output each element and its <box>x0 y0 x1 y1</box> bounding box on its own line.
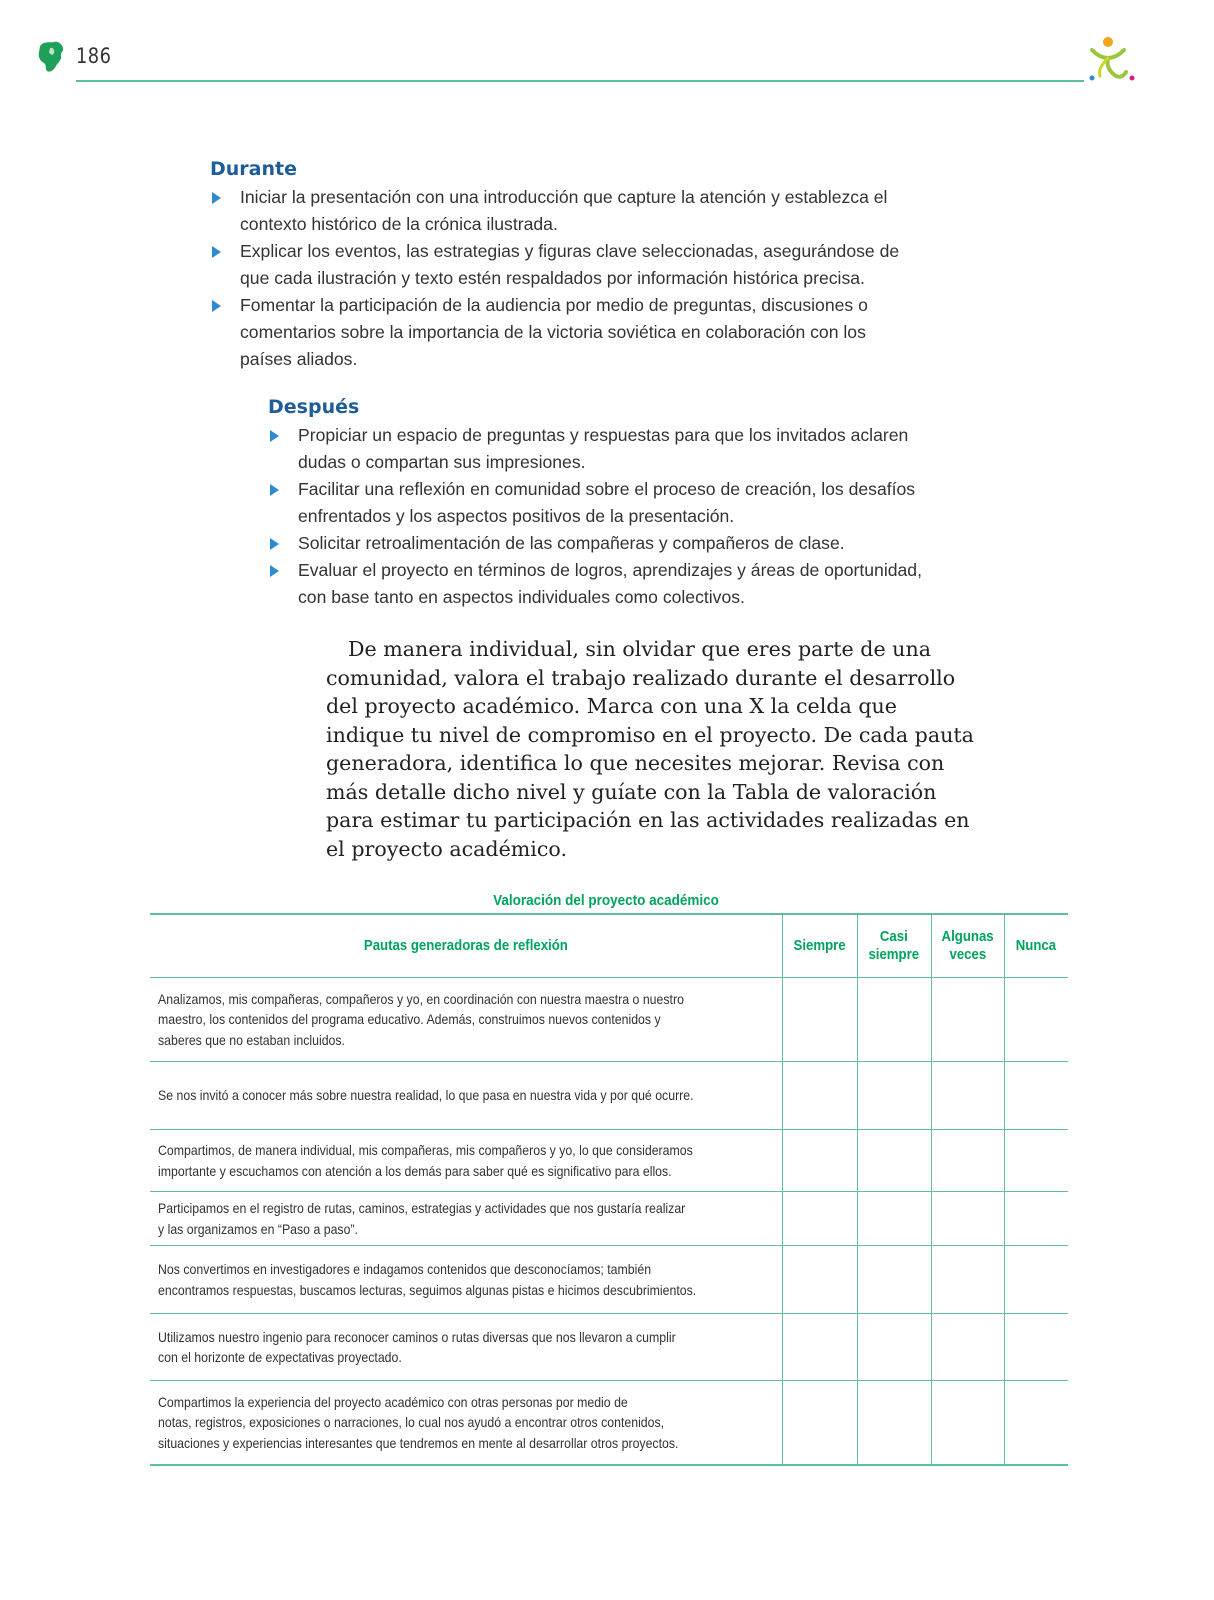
criteria-cell: Utilizamos nuestro ingenio para reconocer caminos o rutas diversas que nos llevaron a cumplir con el horizonte de expectativas proyectado. <box>150 1314 782 1381</box>
header-algunas-veces: Algunas veces <box>931 914 1004 978</box>
rating-cell-nunca[interactable] <box>1004 1246 1068 1314</box>
criteria-cell: Participamos en el registro de rutas, caminos, estrategias y actividades que nos gustaría realizar y las organizamos en “Paso a paso”. <box>150 1192 782 1246</box>
header-casi-siempre: Casi siempre <box>857 914 931 978</box>
rating-cell-algunas-veces[interactable] <box>931 1062 1004 1130</box>
rating-cell-casi-siempre[interactable] <box>857 1314 931 1381</box>
table-title: Valoración del proyecto académico <box>493 892 719 909</box>
green-map-logo-icon <box>36 40 68 74</box>
page-number: 186 <box>76 44 112 68</box>
rating-cell-nunca[interactable] <box>1004 1062 1068 1130</box>
durante-title: Durante <box>210 158 297 180</box>
bullet-arrow-icon <box>270 538 279 550</box>
rating-cell-casi-siempre[interactable] <box>857 1381 931 1465</box>
table-row <box>150 1192 1068 1246</box>
rating-cell-nunca[interactable] <box>1004 1192 1068 1246</box>
rating-cell-nunca[interactable] <box>1004 1381 1068 1465</box>
table-row <box>150 1130 1068 1192</box>
rating-cell-siempre[interactable] <box>782 1381 857 1465</box>
list-item: Evaluar el proyecto en términos de logros, aprendizajes y áreas de oportunidad, con base tanto en aspectos individuales como colectivos. <box>268 557 948 611</box>
rating-cell-siempre[interactable] <box>782 1314 857 1381</box>
rating-cell-nunca[interactable] <box>1004 978 1068 1062</box>
rating-cell-algunas-veces[interactable] <box>931 978 1004 1062</box>
list-item: Fomentar la participación de la audiencia por medio de preguntas, discusiones o comentarios sobre la importancia de la victoria soviética en colaboración con los países aliados. <box>210 292 910 373</box>
header-criteria: Pautas generadoras de reflexión <box>150 914 782 978</box>
bullet-arrow-icon <box>212 246 221 258</box>
table-row <box>150 1062 1068 1130</box>
table-header-row <box>150 914 1068 978</box>
rating-cell-algunas-veces[interactable] <box>931 1246 1004 1314</box>
rating-cell-siempre[interactable] <box>782 1130 857 1192</box>
criteria-cell: Se nos invitó a conocer más sobre nuestra realidad, lo que pasa en nuestra vida y por qué ocurre. <box>150 1062 782 1130</box>
rating-cell-casi-siempre[interactable] <box>857 1062 931 1130</box>
rating-cell-nunca[interactable] <box>1004 1130 1068 1192</box>
criteria-cell: Compartimos, de manera individual, mis compañeras, mis compañeros y yo, lo que consideramos importante y escuchamos con atención a los demás para saber qué es significativo para ellos. <box>150 1130 782 1192</box>
list-item: Solicitar retroalimentación de las compañeras y compañeros de clase. <box>268 530 948 557</box>
criteria-cell: Compartimos la experiencia del proyecto académico con otras personas por medio de notas, registros, exposiciones o narraciones, lo cual nos ayudó a encontrar otros contenidos, situaciones y experiencias interesantes que tendremos en mente al desarrollar otros proyectos. <box>150 1381 782 1465</box>
rating-cell-casi-siempre[interactable] <box>857 1246 931 1314</box>
list-item: Propiciar un espacio de preguntas y respuestas para que los invitados aclaren dudas o compartan sus impresiones. <box>268 422 948 476</box>
header-rule <box>76 80 1084 82</box>
bullet-arrow-icon <box>270 484 279 496</box>
bullet-arrow-icon <box>270 430 279 442</box>
list-item: Iniciar la presentación con una introducción que capture la atención y establezca el contexto histórico de la crónica ilustrada. <box>210 184 910 238</box>
assessment-table <box>150 913 1068 1466</box>
rating-cell-algunas-veces[interactable] <box>931 1130 1004 1192</box>
bullet-arrow-icon <box>212 192 221 204</box>
despues-list <box>268 422 948 611</box>
table-row <box>150 1381 1068 1465</box>
rating-cell-casi-siempre[interactable] <box>857 978 931 1062</box>
header-siempre: Siempre <box>782 914 857 978</box>
table-row <box>150 1246 1068 1314</box>
durante-section <box>210 158 910 373</box>
rating-cell-nunca[interactable] <box>1004 1314 1068 1381</box>
durante-list <box>210 184 910 373</box>
despues-section <box>268 396 948 611</box>
rating-cell-siempre[interactable] <box>782 1192 857 1246</box>
rating-cell-algunas-veces[interactable] <box>931 1314 1004 1381</box>
criteria-cell: Nos convertimos en investigadores e indagamos contenidos que desconocíamos; también encontramos respuestas, buscamos lecturas, seguimos algunas pistas e hicimos descubrimientos. <box>150 1246 782 1314</box>
instructions-paragraph: De manera individual, sin olvidar que eres parte de una comunidad, valora el trabajo realizado durante el desarrollo del proyecto académico. Marca con una X la celda que indique tu nivel de compromiso en el proyecto. De cada pauta generadora, identifica lo que necesites mejorar. Revisa con más detalle dicho nivel y guíate con la Tabla de valoración para estimar tu participación en las actividades realizadas en el proyecto académico. <box>326 637 974 861</box>
colorful-person-emblem-icon <box>1086 36 1140 86</box>
rating-cell-siempre[interactable] <box>782 978 857 1062</box>
table-row <box>150 978 1068 1062</box>
rating-cell-siempre[interactable] <box>782 1246 857 1314</box>
header-nunca: Nunca <box>1004 914 1068 978</box>
rating-cell-algunas-veces[interactable] <box>931 1192 1004 1246</box>
list-item: Explicar los eventos, las estrategias y figuras clave seleccionadas, asegurándose de que cada ilustración y texto estén respaldados por información histórica precisa. <box>210 238 910 292</box>
bullet-arrow-icon <box>212 300 221 312</box>
rating-cell-siempre[interactable] <box>782 1062 857 1130</box>
rating-cell-casi-siempre[interactable] <box>857 1130 931 1192</box>
despues-title: Después <box>268 396 360 418</box>
bullet-arrow-icon <box>270 565 279 577</box>
rating-cell-casi-siempre[interactable] <box>857 1192 931 1246</box>
rating-cell-algunas-veces[interactable] <box>931 1381 1004 1465</box>
list-item: Facilitar una reflexión en comunidad sobre el proceso de creación, los desafíos enfrentados y los aspectos positivos de la presentación. <box>268 476 948 530</box>
criteria-cell: Analizamos, mis compañeras, compañeros y yo, en coordinación con nuestra maestra o nuestro maestro, los contenidos del programa educativo. Además, construimos nuevos contenidos y saberes que no estaban incluidos. <box>150 978 782 1062</box>
table-row <box>150 1314 1068 1381</box>
